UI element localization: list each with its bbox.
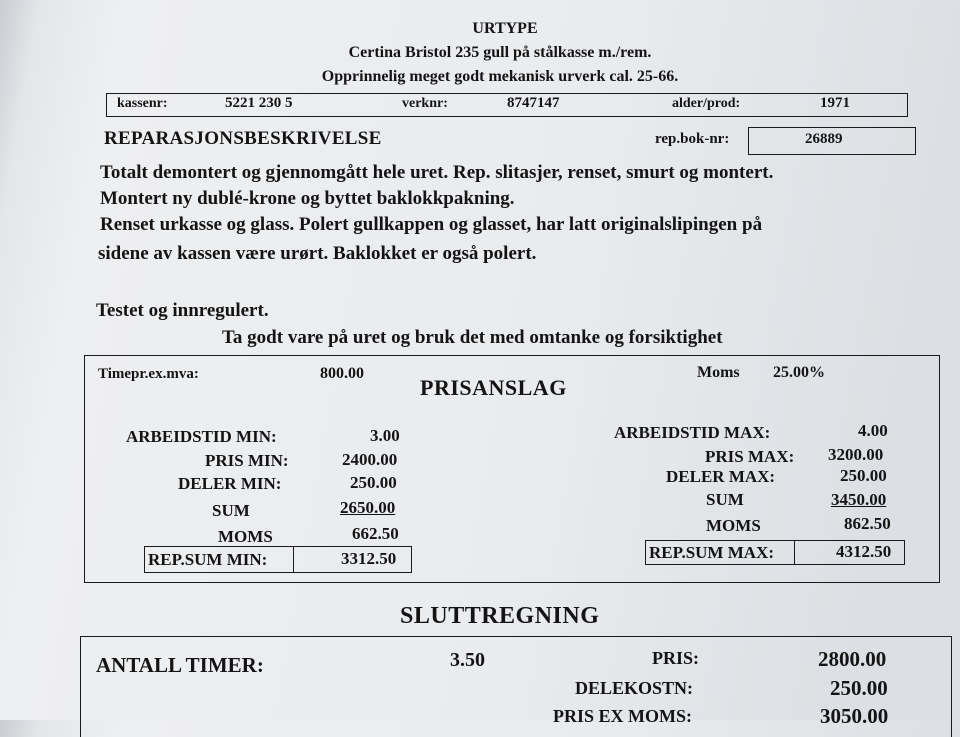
max-total-label: REP.SUM MAX: — [649, 543, 774, 562]
max-hours-value: 4.00 — [858, 421, 888, 440]
max-price-value: 3200.00 — [828, 445, 884, 464]
min-hours-label: ARBEIDSTID MIN: — [126, 427, 277, 446]
repair-line-3: Renset urkasse og glass. Polert gullkappen og glasset, har latt originalslipingen på — [100, 214, 763, 235]
max-hours-label: ARBEIDSTID MAX: — [614, 423, 771, 442]
alder-label: alder/prod: — [672, 96, 741, 111]
kassenr-value: 5221 230 5 — [225, 95, 293, 111]
tested-note: Testet og innregulert. — [96, 300, 269, 321]
min-price-value: 2400.00 — [342, 450, 398, 469]
rate-label: Timepr.ex.mva: — [98, 366, 199, 382]
final-title: SLUTTREGNING — [400, 603, 600, 629]
final-price-value: 2800.00 — [818, 647, 887, 671]
min-hours-value: 3.00 — [370, 426, 400, 445]
repbok-box — [748, 127, 916, 155]
max-vat-label: MOMS — [706, 516, 761, 535]
doc-title: URTYPE — [472, 20, 538, 37]
final-parts-label: DELEKOSTN: — [575, 678, 694, 698]
min-total-value: 3312.50 — [341, 549, 397, 568]
final-price-label: PRIS: — [652, 648, 700, 668]
repair-line-2: Montert ny dublé-krone og byttet baklokkpakning. — [100, 188, 515, 209]
min-vat-label: MOMS — [218, 527, 273, 546]
vat-value: 25.00% — [773, 364, 825, 381]
final-parts-value: 250.00 — [830, 676, 888, 700]
repair-line-4: sidene av kassen være urørt. Baklokket er også polert. — [98, 243, 537, 264]
max-sum-value: 3450.00 — [831, 490, 887, 509]
kassenr-label: kassenr: — [117, 96, 168, 111]
movement-description: Opprinnelig meget godt mekanisk urverk cal. 25-66. — [321, 68, 679, 85]
care-note: Ta godt vare på uret og bruk det med omtanke og forsiktighet — [222, 327, 723, 348]
final-exvat-value: 3050.00 — [820, 704, 889, 728]
rate-value: 800.00 — [320, 365, 364, 382]
min-total-label: REP.SUM MIN: — [148, 550, 268, 569]
final-hours-label: ANTALL TIMER: — [96, 653, 264, 677]
repbok-value: 26889 — [805, 131, 843, 147]
verknr-value: 8747147 — [507, 95, 560, 111]
repair-heading: REPARASJONSBESKRIVELSE — [104, 128, 382, 149]
alder-value: 1971 — [820, 95, 850, 111]
max-total-box — [645, 540, 905, 565]
min-parts-label: DELER MIN: — [178, 474, 282, 493]
top-border-remnant — [120, 0, 920, 4]
max-price-label: PRIS MAX: — [705, 447, 795, 466]
min-parts-value: 250.00 — [350, 473, 397, 492]
max-parts-value: 250.00 — [840, 466, 887, 485]
estimate-title: PRISANSLAG — [420, 375, 567, 400]
min-total-box — [144, 546, 412, 573]
watch-model: Certina Bristol 235 gull på stålkasse m./rem. — [348, 44, 652, 61]
repair-line-1: Totalt demontert og gjennomgått hele uret. Rep. slitasjer, renset, smurt og montert. — [100, 162, 774, 183]
final-exvat-label: PRIS EX MOMS: — [553, 706, 692, 726]
max-total-value: 4312.50 — [836, 542, 892, 561]
max-parts-label: DELER MAX: — [666, 467, 776, 486]
vat-label: Moms — [697, 364, 740, 381]
info-bar — [106, 93, 908, 117]
min-sum-value: 2650.00 — [340, 498, 396, 517]
min-price-label: PRIS MIN: — [205, 451, 289, 470]
repbok-label: rep.bok-nr: — [655, 131, 730, 147]
verknr-label: verknr: — [402, 96, 448, 111]
final-hours-value: 3.50 — [450, 649, 485, 671]
min-vat-value: 662.50 — [352, 524, 399, 543]
max-vat-value: 862.50 — [844, 514, 891, 533]
max-sum-label: SUM — [706, 490, 744, 509]
min-sum-label: SUM — [212, 501, 250, 520]
